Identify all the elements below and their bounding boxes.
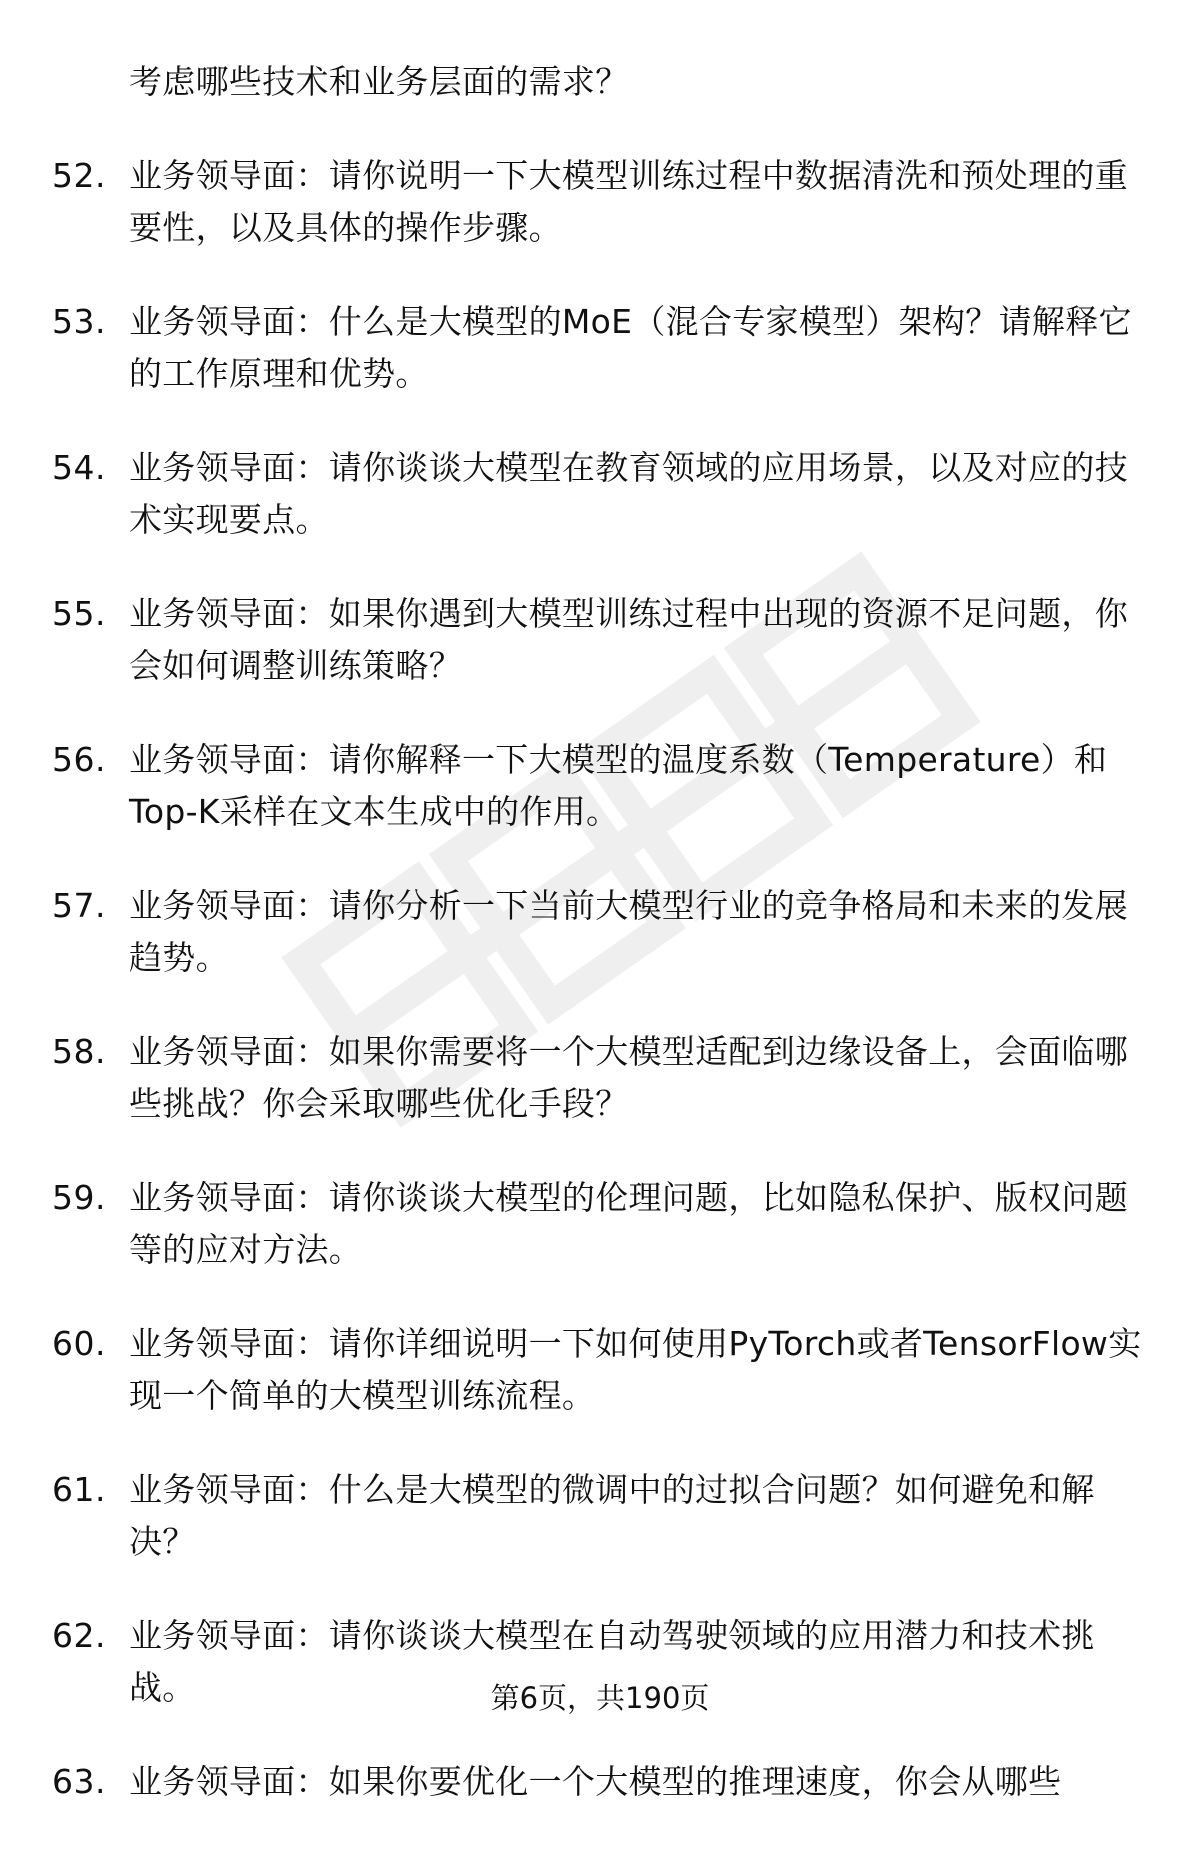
question-text: 业务领导面：什么是大模型的MoE（混合专家模型）架构？请解释它的工作原理和优势。: [129, 302, 1132, 393]
question-item: [52, 1756, 1142, 1808]
question-text: 业务领导面：如果你需要将一个大模型适配到边缘设备上，会面临哪些挑战？你会采取哪些优化手段？: [129, 1032, 1128, 1123]
question-number: 59.: [52, 1178, 106, 1217]
question-item: [52, 442, 1142, 546]
question-list: [52, 56, 1142, 1850]
question-number: 53.: [52, 302, 106, 341]
page-footer: 第6页，共190页: [490, 1681, 710, 1715]
question-text: 业务领导面：请你详细说明一下如何使用PyTorch或者TensorFlow实现一个简单的大模型训练流程。: [129, 1324, 1142, 1415]
question-number: 61.: [52, 1470, 106, 1509]
question-text: 业务领导面：请你谈谈大模型在自动驾驶领域的应用潜力和技术挑战。: [129, 1616, 1095, 1707]
question-number: 62.: [52, 1616, 106, 1655]
question-text: 业务领导面：请你解释一下大模型的温度系数（Temperature）和Top-K采样在文本生成中的作用。: [129, 740, 1108, 831]
question-item: [52, 1464, 1142, 1568]
question-item: [52, 296, 1142, 400]
question-number: 54.: [52, 448, 106, 487]
question-text: 业务领导面：请你谈谈大模型在教育领域的应用场景，以及对应的技术实现要点。: [129, 448, 1128, 539]
continuation-text: 考虑哪些技术和业务层面的需求？: [129, 62, 629, 101]
question-number: 56.: [52, 740, 106, 779]
question-item: [52, 1026, 1142, 1130]
question-item: [52, 734, 1142, 838]
question-text: 业务领导面：如果你遇到大模型训练过程中出现的资源不足问题，你会如何调整训练策略？: [129, 594, 1128, 685]
question-text: 业务领导面：请你谈谈大模型的伦理问题，比如隐私保护、版权问题等的应对方法。: [129, 1178, 1128, 1269]
question-text: 业务领导面：什么是大模型的微调中的过拟合问题？如何避免和解决？: [129, 1470, 1095, 1561]
question-number: 60.: [52, 1324, 106, 1363]
question-number: 63.: [52, 1762, 106, 1801]
question-item: [52, 1318, 1142, 1422]
question-item: [52, 150, 1142, 254]
question-item: [52, 880, 1142, 984]
question-number: 57.: [52, 886, 106, 925]
question-text: 业务领导面：如果你要优化一个大模型的推理速度，你会从哪些: [129, 1762, 1062, 1801]
question-text: 业务领导面：请你说明一下大模型训练过程中数据清洗和预处理的重要性，以及具体的操作步骤。: [129, 156, 1128, 247]
question-number: 55.: [52, 594, 106, 633]
question-item: [52, 588, 1142, 692]
question-item: [52, 1172, 1142, 1276]
question-number: 58.: [52, 1032, 106, 1071]
question-number: 52.: [52, 156, 106, 195]
question-text: 业务领导面：请你分析一下当前大模型行业的竞争格局和未来的发展趋势。: [129, 886, 1128, 977]
